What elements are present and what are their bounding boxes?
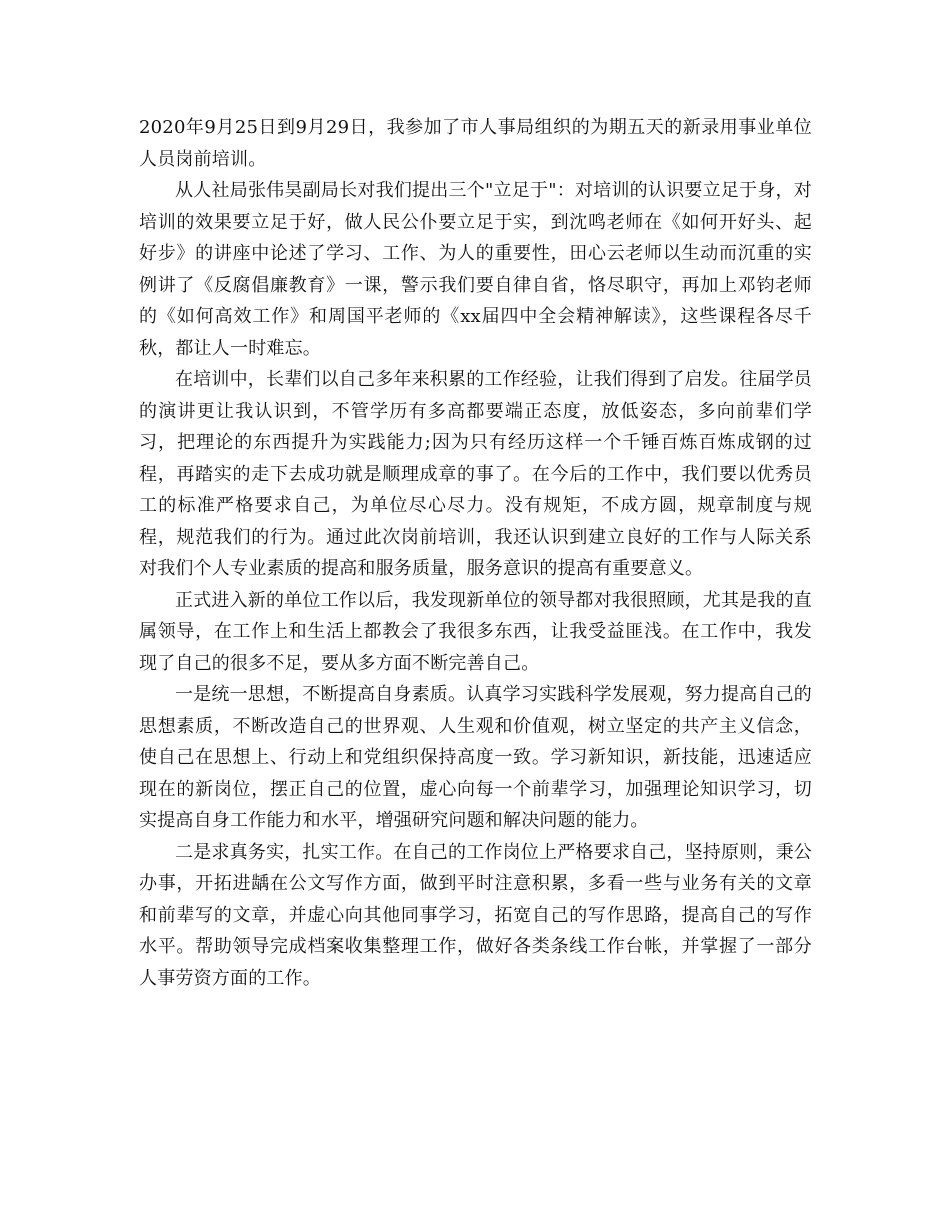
paragraph-courses: 从人社局张伟昊副局长对我们提出三个"立足于"：对培训的认识要立足于身，对培训的效果要立足于好，做人民公仆要立足于实，到沈鸣老师在《如何开好头、起好步》的讲座中论述了学习、工作、为人的重要性，田心云老师以生动而沉重的实例讲了《反腐倡廉教育》一课，警示我们要自律自省，恪尽职守，再加上邓钧老师的《如何高效工作》和周国平老师的《xx届四中全会精神解读》，这些课程各尽千秋，都让人一时难忘。 <box>139 180 812 359</box>
paragraph-point-one: 一是统一思想，不断提高自身素质。认真学习实践科学发展观，努力提高自己的思想素质，不断改造自己的世界观、人生观和价值观，树立坚定的共产主义信念，使自己在思想上、行动上和党组织保持高度一致。学习新知识，新技能，迅速适应现在的新岗位，摆正自己的位置，虚心向每一个前辈学习，加强理论知识学习，切实提高自身工作能力和水平，增强研究问题和解决问题的能力。 <box>139 684 812 831</box>
paragraph-training-dates: 2020年9月25日到9月29日，我参加了市人事局组织的为期五天的新录用事业单位人员岗前培训。 <box>139 117 812 170</box>
paragraph-point-two: 二是求真务实，扎实工作。在自己的工作岗位上严格要求自己，坚持原则，秉公办事，开拓进龋在公文写作方面，做到平时注意积累，多看一些与业务有关的文章和前辈写的文章，并虚心向其他同事学习，拓宽自己的写作思路，提高自己的写作水平。帮助领导完成档案收集整理工作，做好各类条线工作台帐，并掌握了一部分人事劳资方面的工作。 <box>139 841 812 989</box>
paragraph-new-unit: 正式进入新的单位工作以后，我发现新单位的领导都对我很照顾，尤其是我的直属领导，在工作上和生活上都教会了我很多东西，让我受益匪浅。在工作中，我发现了自己的很多不足，要从多方面不断完善自己。 <box>139 589 812 674</box>
paragraph-training-insights: 在培训中，长辈们以自己多年来积累的工作经验，让我们得到了启发。往届学员的演讲更让我认识到，不管学历有多高都要端正态度，放低姿态，多向前辈们学习，把理论的东西提升为实践能力;因为只有经历这样一个千锤百炼百炼成钢的过程，再踏实的走下去成功就是顺理成章的事了。在今后的工作中，我们要以优秀员工的标准严格要求自己，为单位尽心尽力。没有规矩，不成方圆，规章制度与规程，规范我们的行为。通过此次岗前培训，我还认识到建立良好的工作与人际关系对我们个人专业素质的提高和服务质量，服务意识的提高有重要意义。 <box>139 369 812 579</box>
